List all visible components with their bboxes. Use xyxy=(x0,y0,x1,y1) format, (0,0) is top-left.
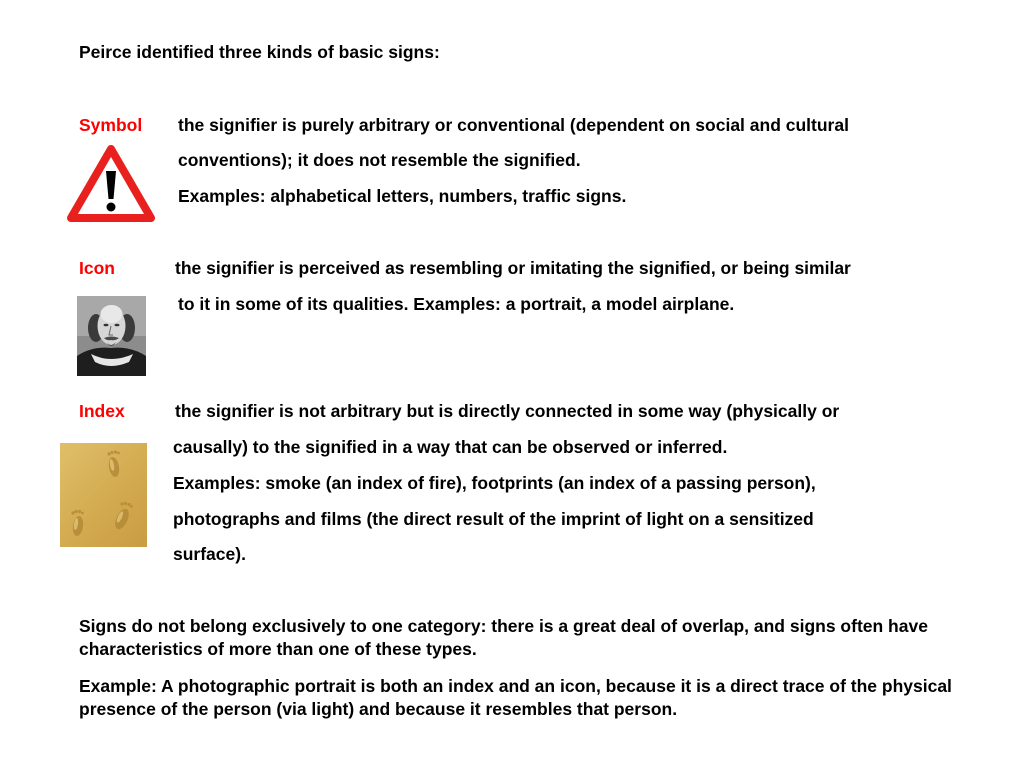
icon-definition-line-2: to it in some of its qualities. Examples: a portrait, a model airplane. xyxy=(178,294,735,314)
warning-triangle-icon xyxy=(67,145,155,223)
footprints-image xyxy=(60,443,147,547)
index-examples-line-2: photographs and films (the direct result of the imprint of light on a sensitized xyxy=(173,509,814,529)
index-term: Index xyxy=(79,401,125,421)
intro-text: Peirce identified three kinds of basic signs: xyxy=(79,42,440,62)
symbol-term: Symbol xyxy=(79,115,143,135)
example-paragraph: Example: A photographic portrait is both an index and an icon, because it is a direct trace of the physical presence of the person (via light) and because it resembles that person. xyxy=(79,676,952,719)
index-definition-line-1: the signifier is not arbitrary but is directly connected in some way (physically or xyxy=(175,401,840,421)
index-definition-line-2: causally) to the signified in a way that can be observed or inferred. xyxy=(173,437,728,457)
symbol-definition-line-1: the signifier is purely arbitrary or conventional (dependent on social and cultural xyxy=(178,115,849,135)
symbol-examples: Examples: alphabetical letters, numbers, traffic signs. xyxy=(178,186,627,206)
index-examples-line-1: Examples: smoke (an index of fire), footprints (an index of a passing person), xyxy=(173,473,816,493)
overlap-paragraph: Signs do not belong exclusively to one category: there is a great deal of overlap, and signs often have characteristics of more than one of these types. xyxy=(79,616,928,659)
index-examples-line-3: surface). xyxy=(173,544,246,564)
symbol-definition-line-2: conventions); it does not resemble the signified. xyxy=(178,150,581,170)
icon-definition-line-1: the signifier is perceived as resembling or imitating the signified, or being similar xyxy=(175,258,851,278)
icon-term: Icon xyxy=(79,258,115,278)
portrait-image xyxy=(77,296,146,376)
